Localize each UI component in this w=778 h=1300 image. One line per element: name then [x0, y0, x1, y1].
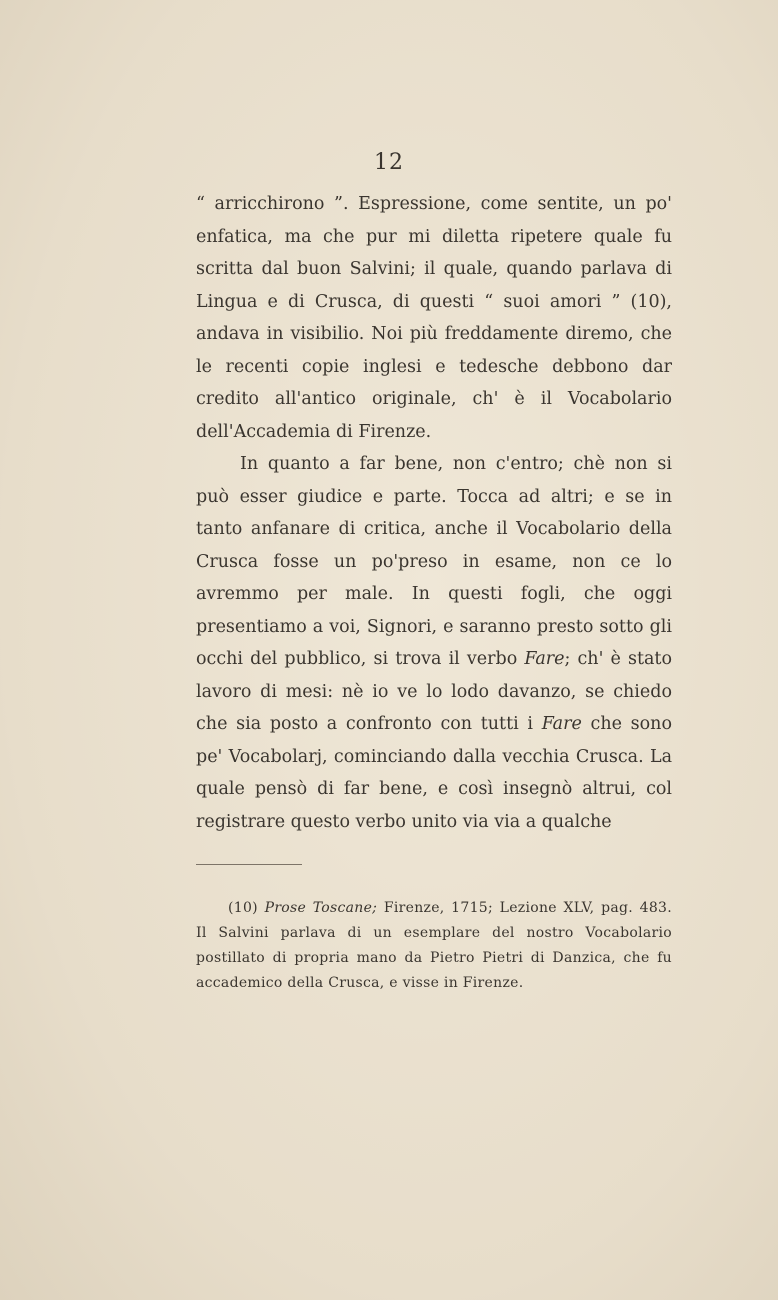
- paragraph-2-part-1: In quanto a far bene, non c'entro; chè non si può esser giudice e parte. Tocca ad altri; e se in tanto anfanare di critica, anche il Vocabolario della Crusca fosse un po'preso in esame, non ce lo avremmo per male. In questi fogli, che oggi presentiamo a voi, Signori, e saranno presto sotto gli occhi del pubblico, si trova il verbo: [196, 454, 672, 669]
- paragraph-2-part-2: ; ch' è stato lavoro di mesi: nè io ve lo lodo davanzo, se chiedo che sia posto a confronto con tutti i: [196, 649, 672, 734]
- paragraph-1: “ arricchirono ”. Espressione, come sentite, un po' enfatica, ma che pur mi diletta ripetere quale fu scritta dal buon Salvini; il quale, quando parlava di Lingua e di Crusca, di questi “ suoi amori ” (10), andava in visibilio. Noi più freddamente diremo, che le recenti copie inglesi e tedesche debbono dar credito all'antico originale, ch' è il Vocabolario dell'Accademia di Firenze.: [196, 194, 672, 442]
- footnote-source-title: Prose Toscane;: [264, 900, 378, 916]
- verb-fare-1: Fare: [524, 649, 565, 669]
- paragraph-2: [196, 448, 672, 838]
- footnote: [196, 896, 672, 996]
- verb-fare-2: Fare: [541, 714, 582, 734]
- footnote-text: Firenze, 1715; Lezione XLV, pag. 483. Il Salvini parlava di un esemplare del nostro Vocabolario postillato di propria mano da Pietro Pietri di Danzica, che fu accademico della Crusca, e visse in Firenze.: [196, 900, 672, 991]
- body-text: [196, 188, 672, 838]
- footnote-marker: (10): [228, 900, 258, 916]
- page-number: 12: [374, 150, 404, 175]
- paragraph-2-part-3: che sono pe' Vocabolarj, cominciando dalla vecchia Crusca. La quale pensò di far bene, e così insegnò altrui, col registrare questo verbo unito via via a qualche: [196, 714, 672, 832]
- footnote-separator: [196, 864, 302, 865]
